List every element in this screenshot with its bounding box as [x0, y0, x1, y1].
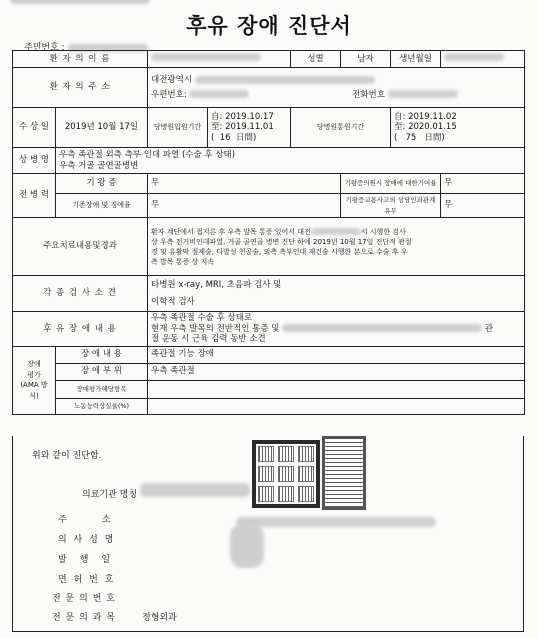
assessment-label-line-2: 평가: [27, 370, 41, 379]
traffic-causality-label: 기왕증교통사고외 상당인과관계유무: [341, 194, 441, 218]
treatment-line-1: 환자 계단에서 접지른 후 우측 발목 통증 있어서 대전: [151, 227, 311, 236]
exam-value: [148, 276, 525, 312]
existing-disability-label: 기존장애 및 징애율: [56, 194, 148, 218]
out-to-prefix: 至:: [394, 122, 406, 133]
institution-label: 의료기관 명칭: [82, 490, 138, 500]
row-history-1: [13, 174, 525, 194]
row-assessment-rate: [13, 380, 525, 398]
row-assessment-content: [13, 346, 525, 363]
row-injury-date: [13, 108, 525, 148]
institution-value: [140, 482, 250, 501]
row-sequela: [13, 312, 525, 347]
admission-period-label: 당병원입원기간: [148, 108, 208, 148]
doctor-name-value: [230, 524, 264, 572]
footer-address-value: [236, 512, 436, 531]
assessment-label: [13, 346, 56, 414]
disease-line-1: 우측 족관절 외측 측부 인대 파열 (수술 후 상태): [59, 150, 236, 160]
treatment-label: 주요치료내용및경과: [13, 218, 148, 276]
treatment-value: [148, 218, 525, 276]
diagnosis-form-table: [12, 50, 525, 415]
footer-address-label: 주 소: [58, 515, 113, 525]
sequela-line-3: 절 운동 시 근육 김력 동반 소견: [151, 334, 266, 344]
address-city: 대전광역시: [151, 75, 193, 85]
address-value: [148, 68, 525, 108]
doctor-name-label: 의 사 성 명: [58, 535, 116, 545]
row-address: [13, 68, 525, 108]
traffic-causality-value: 무: [441, 194, 525, 218]
rating-item-label: 장애평가해당항목: [56, 380, 148, 398]
labor-loss-value: [148, 398, 525, 414]
row-patient-name: [13, 51, 525, 68]
row-treatment: [13, 218, 525, 276]
disability-site-label: 장 애 부 위: [56, 363, 148, 380]
registration-number-label: 주민번호 :: [24, 43, 65, 53]
adm-to-prefix: 至:: [211, 122, 223, 133]
exam-label: 각 종 검 사 소 견: [13, 276, 148, 312]
adm-days: 16: [219, 132, 231, 143]
row-assessment-labor: [13, 398, 525, 414]
row-assessment-site: [13, 363, 525, 380]
exam-line-2: 이학적 검사: [151, 296, 195, 307]
license-number-label: 면 허 번 호: [58, 575, 116, 585]
existing-condition-label: 기 왕 증: [56, 174, 148, 194]
issue-date-label: 발 행 일: [58, 555, 113, 565]
adm-days-unit: 日間): [235, 132, 257, 143]
prior-injury-contribution-value: 무: [441, 174, 525, 194]
doctor-seal: [322, 436, 366, 510]
specialty-value: 정형외과: [142, 613, 177, 623]
adm-from-date: 2019.10.17: [225, 111, 274, 122]
postal-label: 우편번호:: [151, 89, 187, 100]
birth-label: 생년월일: [391, 51, 441, 68]
existing-disability-value: 무: [148, 194, 341, 218]
statement-text: 위와 같이 진단함.: [32, 451, 102, 461]
patient-name-label: 환 자 의 이 름: [13, 51, 148, 68]
rating-item-value: [148, 380, 525, 398]
sequela-label: 후 유 장 애 내 용: [13, 312, 148, 347]
row-history-2: [13, 194, 525, 218]
injury-date-value: 2019년 10월 17일: [56, 108, 148, 148]
row-disease: [13, 148, 525, 174]
disease-line-2: 우측 거골 골연골병변: [59, 160, 139, 171]
out-days: 75: [405, 132, 417, 143]
disability-content-label: 장 애 내 용: [56, 346, 148, 363]
disability-content-value: 족관절 기능 장애: [148, 346, 525, 363]
prior-injury-contribution-label: 기왕증의원시 장애에 대한기여율: [341, 174, 441, 194]
sequela-value: [148, 312, 525, 347]
out-from-date: 2019.11.02: [408, 111, 457, 122]
specialty-label: 전 문 의 과 목: [52, 613, 116, 623]
treatment-line-4: 측 발목 통증 상 지속: [151, 257, 214, 266]
institution-seal: [252, 440, 320, 508]
sequela-line-1: 우측 족관절 수술 후 상태로: [151, 313, 253, 323]
out-days-open: (: [394, 132, 398, 143]
out-days-unit: 日間): [424, 132, 445, 143]
sex-value: 남자: [341, 51, 391, 68]
out-to-date: 2020.01.15: [408, 122, 457, 133]
adm-to-date: 2019.11.01: [225, 122, 274, 133]
disability-site-value: 우측 족관절: [148, 363, 525, 380]
injury-date-label: 수 상 일: [13, 108, 56, 148]
admission-period-value: [208, 108, 291, 148]
patient-name-value: [148, 51, 291, 68]
sequela-line-2: 현재 우측 발목의 전반적인 통증 및: [151, 323, 280, 334]
assessment-label-line-3: (AMA 방식): [20, 381, 48, 400]
adm-days-open: (: [211, 132, 215, 143]
existing-condition-value: 무: [148, 174, 341, 194]
labor-loss-label: 노동능력상실율(%): [56, 398, 148, 414]
outpatient-period-value: [391, 108, 525, 148]
treatment-line-3: 경 및 유활막 절제술, 다발성 천공술, 외측 측부인대 재건술 시행한 분으로 수술 후 우: [151, 247, 408, 256]
adm-from-prefix: 自:: [211, 111, 223, 122]
out-from-prefix: 自:: [394, 111, 406, 122]
sex-label: 성별: [291, 51, 341, 68]
specialist-number-label: 전 문 의 번 호: [52, 594, 116, 604]
treatment-line-2: 상 우측 전거비인대파열, 거골 골연골 병변 진단 하에 2019년 10월 17일 진단적 관절: [151, 237, 412, 246]
row-exam: [13, 276, 525, 312]
top-cropped-strip: [10, 0, 150, 6]
phone-label: 전화번호: [352, 89, 385, 100]
birth-value: [441, 51, 525, 68]
disease-value: [56, 148, 525, 174]
disease-label: 상 병 명: [13, 148, 56, 174]
outpatient-period-label: 당병원통원기간: [291, 108, 391, 148]
assessment-label-line-1: 장애: [27, 360, 41, 368]
history-label: 전 병 력: [13, 174, 56, 218]
address-label: 환 자 의 주 소: [13, 68, 148, 108]
sequela-line-2-end: 관: [484, 323, 494, 334]
page-title: 후유 장애 진단서: [186, 14, 352, 38]
treatment-line-1-end: 서 시행한 검사: [360, 227, 406, 236]
exam-line-1: 타병원 x-ray, MRI, 초음파 검사 및: [151, 280, 282, 290]
